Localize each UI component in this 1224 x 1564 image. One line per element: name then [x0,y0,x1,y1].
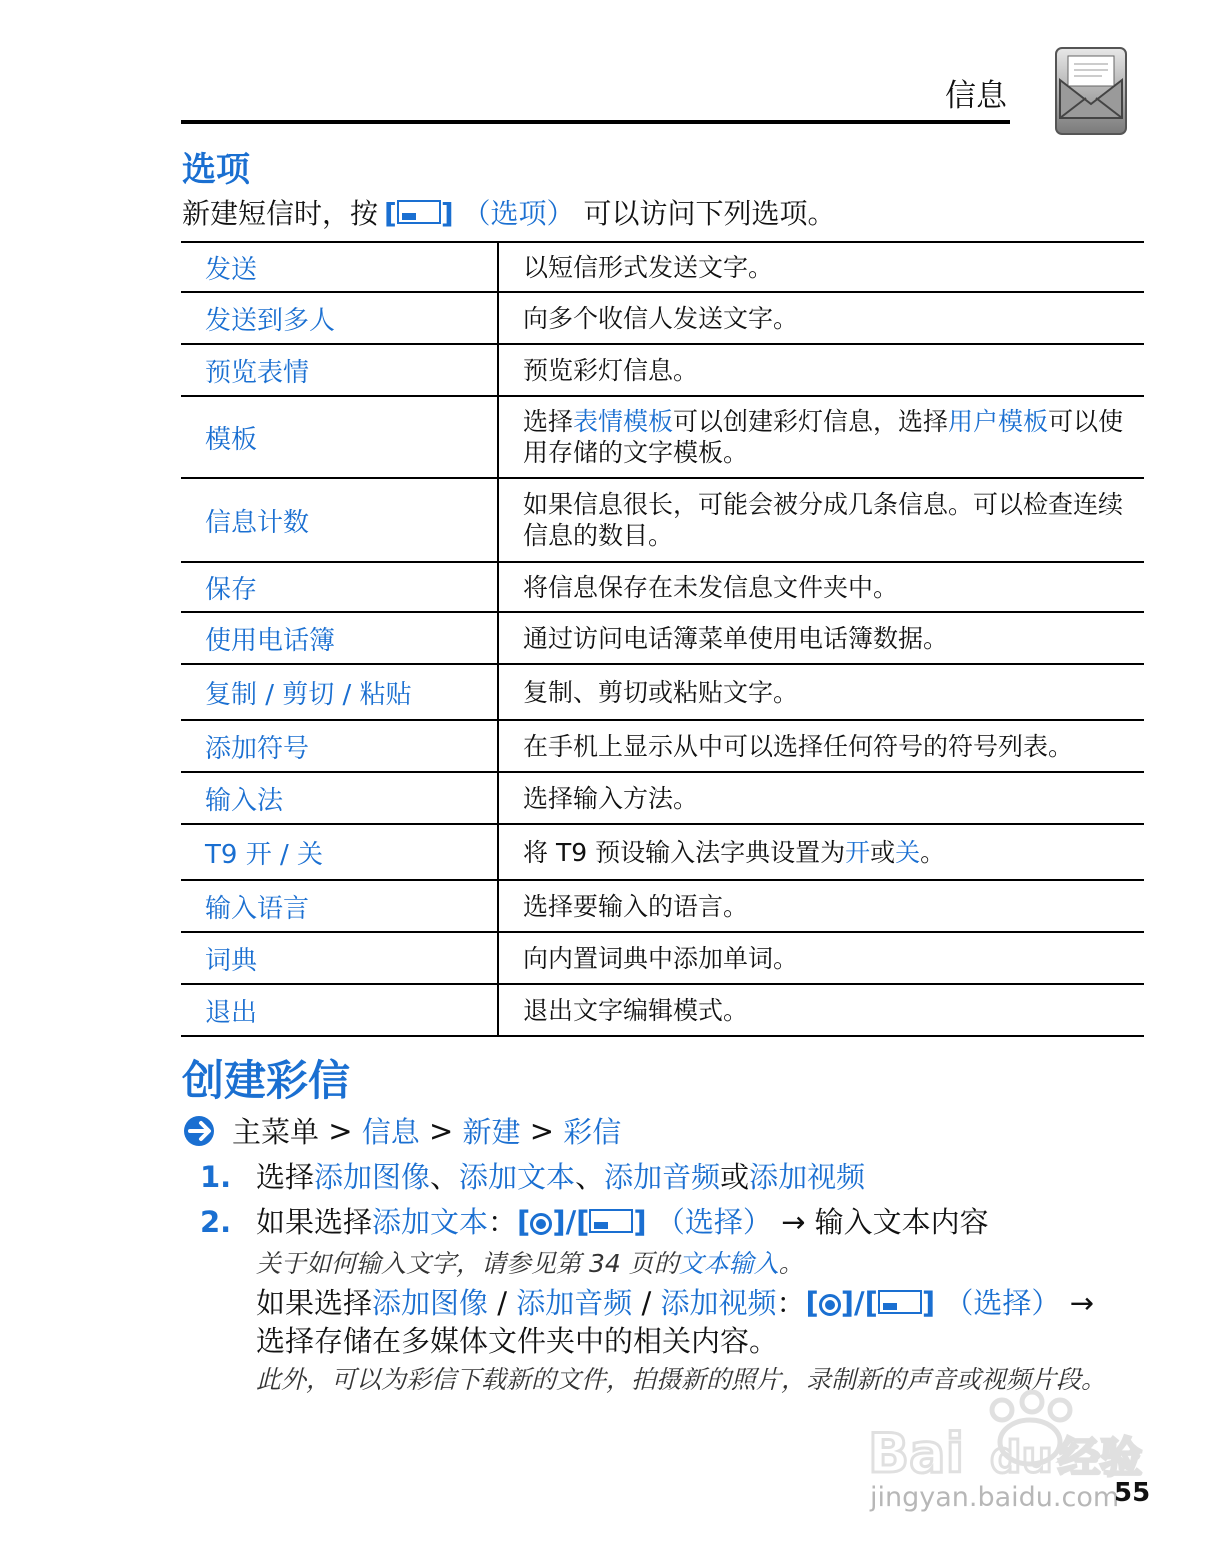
ok-key-icon [819,1294,841,1316]
option-desc-text: 可以创建彩灯信息，选择 [673,407,949,436]
options-row [181,881,1144,933]
link-add-video: 添加视频 [660,1286,777,1320]
options-row [181,397,1144,479]
step-1 [200,1155,865,1196]
option-name: 添加符号 [181,721,499,771]
link-add-audio: 添加音频 [604,1160,721,1194]
options-row [181,479,1144,563]
step-text: → 输入文本内容 [781,1205,989,1239]
svg-text:du: du [990,1432,1053,1483]
option-description: 选择要输入的语言。 [523,891,749,921]
link-add-video: 添加视频 [749,1160,866,1194]
link-add-text: 添加文本 [459,1160,576,1194]
option-name: 发送 [181,243,499,291]
option-name: 输入语言 [181,881,499,931]
options-table [181,241,1144,1037]
step-number: 1. [200,1160,232,1194]
option-description: 向内置词典中添加单词。 [523,943,799,973]
option-description: 选择输入方法。 [523,783,699,813]
option-description: 预览彩灯信息。 [523,355,699,385]
header-rule [181,120,1010,124]
option-description: 复制、剪切或粘贴文字。 [523,677,799,707]
softkey-close-bracket: ] [440,197,454,230]
options-row [181,773,1144,825]
note-download: 此外，可以为彩信下载新的文件，拍摄新的照片，录制新的声音或视频片段。 [256,1365,1107,1394]
option-desc-text: 将 T9 预设输入法字典设置为 [523,837,846,867]
section-title-options: 选项 [182,150,250,190]
option-description: 将信息保存在未发信息文件夹中。 [523,572,899,602]
options-row [181,243,1144,293]
step-text: ： [488,1205,518,1239]
softkey-select-label: （选择） [655,1205,772,1239]
step-number: 2. [200,1205,232,1239]
step-text: 或 [720,1160,750,1194]
path-main-menu: 主菜单 [232,1115,320,1149]
softkey-open-bracket: [ [384,197,397,230]
option-description [499,397,1144,477]
page-header-title: 信息 [945,78,1007,114]
option-name: 预览表情 [181,345,499,395]
link-add-text: 添加文本 [372,1205,489,1239]
option-name: 发送到多人 [181,293,499,343]
option-name: 保存 [181,563,499,611]
step-text: 、 [430,1160,460,1194]
arrow-text: → [1069,1286,1094,1320]
option-name: 退出 [181,985,499,1035]
option-description: 退出文字编辑模式。 [523,995,749,1025]
path-mms: 彩信 [563,1115,622,1149]
note-text-input [256,1244,804,1280]
option-name: 使用电话簿 [181,613,499,663]
options-row [181,613,1144,665]
options-row [181,985,1144,1037]
para-text: ： [776,1286,806,1320]
option-description [499,825,1144,879]
options-row [181,665,1144,721]
option-description: 以短信形式发送文字。 [523,252,774,282]
option-name: 词典 [181,933,499,983]
intro-text [182,192,835,232]
options-row [181,825,1144,881]
menu-path [182,1110,621,1151]
options-row [181,345,1144,397]
option-desc-text: 或 [870,837,896,867]
note-text: 。 [778,1249,804,1278]
option-desc-text: 可以使用存储的文字模板。 [523,407,1124,467]
options-row [181,563,1144,613]
option-name: T9 开 / 关 [181,825,499,879]
step-2: 2. 如果选择添加文本：[ ]/[ ] （选择） → 输入文本内容 [200,1205,989,1239]
page-number: 55 [1114,1478,1151,1508]
options-row [181,293,1144,345]
option-description: 如果信息很长，可能会被分成几条信息。可以检查连续信息的数目。 [523,490,1124,550]
option-desc-text: 选择 [523,407,574,436]
link-add-audio: 添加音频 [516,1286,633,1320]
option-name: 输入法 [181,773,499,823]
option-description: 通过访问电话簿菜单使用电话簿数据。 [523,623,949,653]
para-text: 如果选择 [256,1286,373,1320]
svg-text:经验: 经验 [1058,1433,1143,1482]
watermark-url: jingyan.baidu.com [870,1482,1120,1513]
link-add-image: 添加图像 [372,1286,489,1320]
option-desc-link: 关 [895,837,921,867]
path-sep: > [328,1113,353,1148]
link-add-image: 添加图像 [314,1160,431,1194]
option-name: 信息计数 [181,479,499,561]
softkey-label: （选项） [462,197,575,230]
separator: / [632,1286,661,1320]
option-description: 向多个收信人发送文字。 [523,303,799,333]
section-title-mms: 创建彩信 [182,1056,351,1105]
ok-key-icon [530,1213,552,1235]
step-text: 如果选择 [256,1205,373,1239]
path-sep: > [529,1113,555,1148]
step-text: 选择 [256,1160,315,1194]
para-text: 选择存储在多媒体文件夹中的相关内容。 [256,1324,779,1358]
left-softkey-icon [878,1290,922,1314]
option-desc-text: 。 [920,837,946,867]
link-text-input: 文本输入 [678,1249,779,1278]
left-softkey-icon [397,200,441,224]
separator: / [488,1286,517,1320]
option-description: 在手机上显示从中可以选择任何符号的符号列表。 [523,731,1074,761]
option-name: 模板 [181,397,499,477]
option-name: 复制 / 剪切 / 粘贴 [181,665,499,719]
option-desc-link: 开 [845,837,871,867]
path-new: 新建 [462,1115,521,1149]
option-desc-link: 表情模板 [573,407,674,436]
intro-part-b: 可以访问下列选项。 [583,197,836,230]
options-row [181,721,1144,773]
path-sep: > [429,1113,454,1148]
arrow-right-icon [182,1114,220,1148]
option-desc-link: 用户模板 [948,407,1049,436]
intro-part-a: 新建短信时，按 [182,197,379,230]
step-text: 、 [575,1160,605,1194]
path-messages: 信息 [361,1115,420,1149]
envelope-icon [1054,46,1128,136]
options-row [181,933,1144,985]
note-text: 关于如何输入文字，请参见第 34 页的 [256,1249,679,1278]
svg-text:Bai: Bai [868,1422,965,1485]
left-softkey-icon [589,1209,633,1233]
softkey-select-label: （选择） [944,1286,1061,1320]
para-media-select: 如果选择添加图像 / 添加音频 / 添加视频：[ ]/[ ] （选择） → 选择存储在多媒体文件夹中的相关内容。 [256,1286,1094,1358]
